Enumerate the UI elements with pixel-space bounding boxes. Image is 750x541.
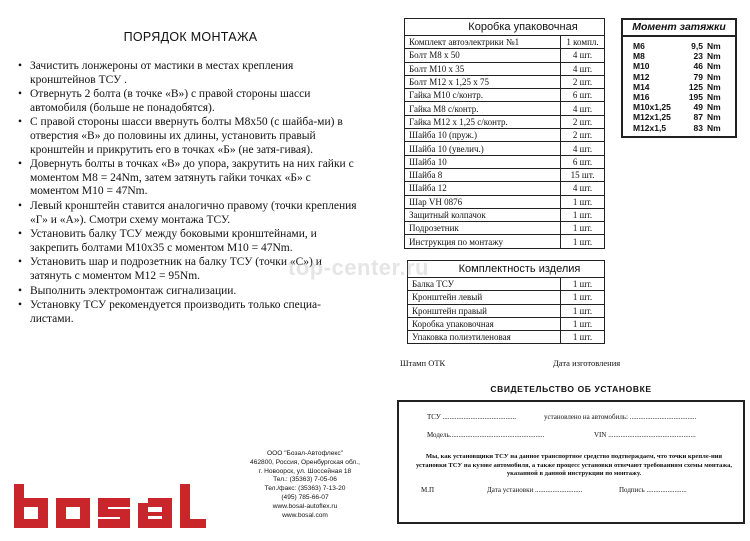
completeness-table [407, 260, 605, 344]
completeness-row [408, 331, 605, 344]
packing-row [405, 182, 605, 195]
packing-item-qty: 1 шт. [561, 222, 605, 235]
torque-row [633, 92, 729, 102]
torque-row [633, 123, 729, 133]
assembly-step: • С правой стороны шасси ввернуть болты М8х50 (с шайба-ми) в отверстия «В» до половины их длины, установить правый кронштейн и прикрутить его в точках «Б» (не затя-гивая). [14, 116, 359, 157]
cert-model-field: Модель...................................................... [427, 431, 545, 439]
company-line: www.bosal.com [282, 511, 328, 519]
packing-item-name: Шайба 8 [405, 168, 561, 181]
packing-item-qty: 4 шт. [561, 102, 605, 115]
packing-item-name: Шайба 10 [405, 155, 561, 168]
packing-item-qty: 2 шт. [561, 75, 605, 88]
torque-unit: Nm [707, 41, 721, 51]
cert-install-date-field: Дата установки ........................... [487, 486, 583, 494]
packing-row [405, 115, 605, 128]
cert-signature-field: Подпись ....................... [619, 486, 687, 494]
torque-size: М16 [633, 92, 650, 103]
torque-size: М12х1,25 [633, 112, 671, 123]
packing-row [405, 129, 605, 142]
assembly-section [14, 30, 359, 327]
torque-row [633, 102, 729, 112]
packing-item-qty: 1 шт. [561, 235, 605, 248]
packing-item-qty: 2 шт. [561, 115, 605, 128]
torque-unit: Nm [707, 71, 721, 82]
packing-item-qty: 1 компл. [561, 36, 605, 49]
cert-vin-field: VIN .................................................. [594, 431, 696, 439]
torque-row [633, 61, 729, 71]
torque-size: М12х1,5 [633, 122, 667, 133]
completeness-item-name: Кронштейн левый [408, 291, 561, 304]
torque-size: М8 [633, 51, 645, 62]
packing-row [405, 75, 605, 88]
certificate-title: СВИДЕТЕЛЬСТВО ОБ УСТАНОВКЕ [490, 384, 652, 394]
packing-row [405, 222, 605, 235]
packing-row [405, 235, 605, 248]
certificate-text: Мы, как установщики ТСУ на данное транспортное средство подтверждаем, что точки крепле-ния установки ТСУ на кузове автомобиля, а также процесс установки отвечают требованиям схемы монтажа, указанной в данной инструкции по монтажу. [415, 453, 733, 477]
torque-row [633, 112, 729, 122]
packing-row [405, 142, 605, 155]
packing-row [405, 168, 605, 181]
completeness-row [408, 317, 605, 330]
packing-item-name: Гайка М8 с/контр. [405, 102, 561, 115]
completeness-item-name: Коробка упаковочная [408, 317, 561, 330]
packing-rows [405, 36, 605, 249]
packing-item-name: Комплект автоэлектрики №1 [405, 36, 561, 49]
packing-title: Коробка упаковочная [405, 19, 605, 36]
completeness-item-name: Балка ТСУ [408, 278, 561, 291]
manufacture-date-label: Дата изготовления [553, 358, 621, 368]
torque-value: 87 [693, 112, 703, 123]
torque-value: 46 [693, 61, 703, 72]
bosal-logo-mark [14, 484, 214, 528]
bosal-logo [14, 484, 214, 533]
torque-unit: Nm [707, 102, 721, 113]
packing-item-name: Болт М8 х 50 [405, 49, 561, 62]
company-info [225, 450, 385, 520]
cert-tsu-field: ТСУ .......................................... [427, 413, 517, 421]
company-line: www.bosal-autoflex.ru [272, 502, 338, 510]
packing-item-name: Гайка М12 х 1,25 с/контр. [405, 115, 561, 128]
assembly-steps [14, 60, 359, 326]
torque-value: 83 [693, 122, 703, 133]
torque-title: Момент затяжки [623, 20, 735, 37]
assembly-step: • Установить балку ТСУ между боковыми кронштейнами, и закрепить болтами М10х35 с моментом М10 = 47Nm. [14, 228, 359, 255]
torque-size: М10х1,25 [633, 102, 671, 113]
completeness-item-qty: 1 шт. [561, 331, 605, 344]
packing-row [405, 155, 605, 168]
packing-row [405, 208, 605, 221]
torque-row [633, 82, 729, 92]
company-line: Тел./факс: (35363) 7-13-20 [264, 485, 346, 493]
completeness-item-qty: 1 шт. [561, 304, 605, 317]
packing-item-qty: 4 шт. [561, 142, 605, 155]
completeness-row [408, 304, 605, 317]
torque-box [621, 18, 737, 138]
packing-item-qty: 4 шт. [561, 182, 605, 195]
packing-item-name: Болт М12 х 1,25 х 75 [405, 75, 561, 88]
packing-item-name: Шайба 12 [405, 182, 561, 195]
assembly-step: • Установку ТСУ рекомендуется производить только специа-листами. [14, 299, 359, 326]
packing-item-qty: 6 шт. [561, 89, 605, 102]
packing-item-qty: 4 шт. [561, 49, 605, 62]
torque-unit: Nm [707, 61, 721, 72]
torque-size: М14 [633, 81, 650, 92]
company-line: ООО "Бозал-Автофлекс" [267, 450, 343, 457]
packing-item-name: Подрозетник [405, 222, 561, 235]
torque-size: М12 [633, 71, 650, 82]
torque-rows [623, 37, 735, 136]
packing-item-name: Гайка М10 с/контр. [405, 89, 561, 102]
assembly-step: • Левый кронштейн ставится аналогично правому (точки крепления «Г» и «А»). Смотри схему монтажа ТСУ. [14, 200, 359, 227]
packing-item-qty: 1 шт. [561, 208, 605, 221]
completeness-item-qty: 1 шт. [561, 317, 605, 330]
company-line: 462800, Россия, Оренбургская обл., [250, 458, 360, 466]
completeness-title: Комплектность изделия [408, 261, 605, 278]
torque-row [633, 41, 729, 51]
torque-unit: Nm [707, 112, 721, 123]
packing-table [404, 18, 605, 249]
assembly-step: • Отвернуть 2 болта (в точке «В») с правой стороны шасси автомобиля (больше не понадобятся). [14, 88, 359, 115]
packing-item-qty: 1 шт. [561, 195, 605, 208]
packing-item-qty: 2 шт. [561, 129, 605, 142]
completeness-item-qty: 1 шт. [561, 278, 605, 291]
watermark: top-center.ru [288, 255, 429, 280]
torque-unit: Nm [707, 81, 721, 92]
packing-row [405, 49, 605, 62]
packing-item-qty: 4 шт. [561, 62, 605, 75]
torque-row [633, 51, 729, 61]
torque-value: 79 [693, 71, 703, 82]
completeness-row [408, 291, 605, 304]
assembly-step: • Выполнить электромонтаж сигнализации. [14, 285, 359, 299]
company-line: г. Новоорск, ул. Шоссейная 18 [258, 467, 352, 475]
completeness-rows [408, 278, 605, 344]
assembly-title: ПОРЯДОК МОНТАЖА [123, 30, 258, 44]
torque-value: 9,5 [691, 41, 703, 51]
packing-item-name: Шар VH 0876 [405, 195, 561, 208]
completeness-item-qty: 1 шт. [561, 291, 605, 304]
torque-unit: Nm [707, 122, 721, 133]
torque-size: М10 [633, 61, 650, 72]
completeness-item-name: Упаковка полиэтиленовая [408, 331, 561, 344]
packing-row [405, 102, 605, 115]
torque-row [633, 72, 729, 82]
packing-item-name: Инструкция по монтажу [405, 235, 561, 248]
packing-item-qty: 6 шт. [561, 155, 605, 168]
assembly-step: • Зачистить лонжероны от мастики в местах крепления кронштейнов ТСУ . [14, 60, 359, 87]
packing-item-name: Шайба 10 (пруж.) [405, 129, 561, 142]
certificate-box [397, 400, 745, 524]
packing-row [405, 36, 605, 49]
packing-row [405, 89, 605, 102]
packing-row [405, 62, 605, 75]
packing-item-qty: 15 шт. [561, 168, 605, 181]
torque-value: 195 [688, 92, 703, 103]
torque-size: М6 [633, 41, 645, 51]
stamp-otk-label: Штамп ОТК [400, 358, 446, 368]
completeness-item-name: Кронштейн правый [408, 304, 561, 317]
packing-item-name: Болт М10 х 35 [405, 62, 561, 75]
packing-item-name: Защитный колпачок [405, 208, 561, 221]
torque-value: 125 [688, 81, 703, 92]
completeness-row [408, 278, 605, 291]
packing-row [405, 195, 605, 208]
torque-value: 23 [693, 51, 703, 62]
packing-item-name: Шайба 10 (увелич.) [405, 142, 561, 155]
torque-unit: Nm [707, 51, 721, 62]
torque-unit: Nm [707, 92, 721, 103]
assembly-step: • Установить шар и подрозетник на балку ТСУ (точки «С») и затянуть с моментом М12 = 95Nm. [14, 256, 359, 283]
company-line: (495) 785-66-07 [281, 493, 329, 501]
company-line: Тел.: (35363) 7-05-06 [273, 476, 337, 484]
cert-installed-field: установлено на автомобиль: ...................................... [544, 413, 697, 421]
assembly-step: • Довернуть болты в точках «В» до упора, закрутить на них гайки с моментом М8 = 24Nm, затем затянуть гайки точках «Б» с моментом М10 = 47Nm. [14, 158, 359, 199]
torque-value: 49 [693, 102, 703, 113]
cert-mp-label: М.П [421, 486, 435, 494]
